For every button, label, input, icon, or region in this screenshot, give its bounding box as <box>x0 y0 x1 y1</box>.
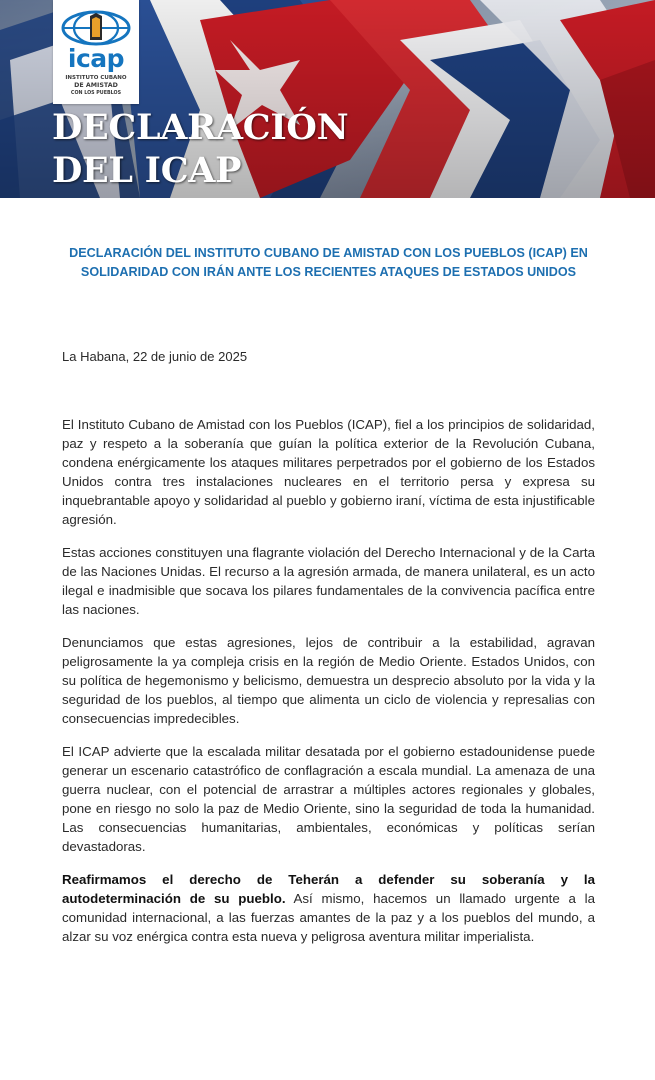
dateline: La Habana, 22 de junio de 2025 <box>62 349 248 364</box>
banner-title <box>52 106 348 192</box>
closing-text: Así mismo, hacemos un llamado urgente a la comunidad internacional, a las fuerzas amantes de la paz y a los pueblos del mundo, a alzar su voz enérgica contra esta nueva y peligrosa aventura militar imperialista. <box>62 891 595 944</box>
paragraph-3: Denunciamos que estas agresiones, lejos de contribuir a la estabilidad, agravan peligrosamente la ya compleja crisis en la región de Medio Oriente. Estados Unidos, con su política de hegemonismo y belicismo, demuestra un desprecio absoluto por la vida y la seguridad de los pueblos, al tiempo que alimenta un ciclo de violencia y represalias con consecuencias impredecibles. <box>62 635 595 726</box>
document-heading: DECLARACIÓN DEL INSTITUTO CUBANO DE AMISTAD CON LOS PUEBLOS (ICAP) EN SOLIDARIDAD CON IRÁN ANTE LOS RECIENTES ATAQUES DE ESTADOS UNIDOS <box>69 246 588 279</box>
closing-bold-statement: Reafirmamos el derecho de Teherán a defender su soberanía y la autodeterminación de su pueblo. <box>62 872 595 906</box>
paragraph-2: Estas acciones constituyen una flagrante violación del Derecho Internacional y de la Carta de las Naciones Unidas. El recurso a la agresión armada, de manera unilateral, es un acto ilegal e inadmisible que socava los pilares fundamentales de la convivencia pacífica entre las naciones. <box>62 545 595 617</box>
logo-subtitle-line2: DE AMISTAD <box>74 82 118 89</box>
logo-subtitle-line3: CON LOS PUEBLOS <box>70 91 122 96</box>
globe-hands-icon <box>61 10 131 46</box>
logo-wordmark: icap <box>67 44 125 73</box>
header-banner <box>0 0 655 198</box>
closing-paragraph <box>62 870 595 946</box>
icap-logo[interactable] <box>53 0 139 104</box>
banner-title-line1: DECLARACIÓN <box>52 107 349 148</box>
paragraph-4: El ICAP advierte que la escalada militar desatada por el gobierno estadounidense puede generar un escenario catastrófico de conflagración a escala mundial. La amenaza de una guerra nuclear, con el potencial de arrastrar a múltiples actores regionales y globales, pone en riesgo no solo la paz de Medio Oriente, sino la seguridad de toda la humanidad. Las consecuencias humanitarias, ambientales, económicas y políticas serían devastadoras. <box>62 744 595 854</box>
logo-subtitle-line1: INSTITUTO CUBANO <box>65 75 127 81</box>
banner-title-line2: DEL ICAP <box>52 150 242 191</box>
paragraph-1: El Instituto Cubano de Amistad con los Pueblos (ICAP), fiel a los principios de solidaridad, paz y respeto a la soberanía que guían la política exterior de la Revolución Cubana, condena enérgicamente los ataques militares perpetrados por el gobierno de los Estados Unidos contra tres instalaciones nucleares en el territorio persa y expresa su inquebrantable apoyo y solidaridad al pueblo y gobierno iraní, víctima de esta injustificable agresión. <box>62 417 595 527</box>
